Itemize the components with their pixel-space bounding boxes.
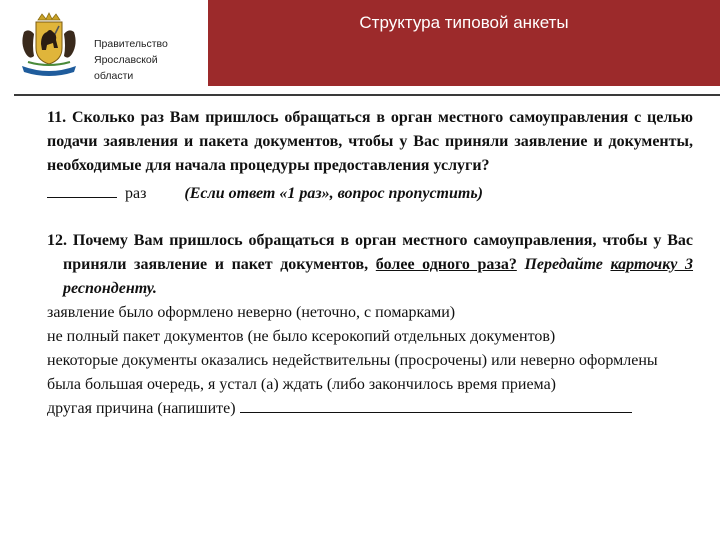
question-12-instruction-post: респонденту.	[63, 280, 157, 297]
question-12	[47, 229, 693, 301]
option-other-label: другая причина (напишите)	[47, 400, 236, 417]
organization-name	[94, 36, 204, 84]
org-line-3: области	[94, 70, 134, 82]
org-line-1: Правительство	[94, 38, 168, 50]
option-item: не полный пакет документов (не было ксерокопий отдельных документов)	[47, 328, 556, 345]
title-bar	[208, 0, 720, 86]
question-12-lead: 12. Почему Вам пришлось обращаться в орган местного самоуправления, чтобы у Вас приняли заявление и пакет документов,	[47, 232, 693, 273]
card-reference: карточку 3	[610, 256, 694, 273]
question-12-instruction-pre: Передайте	[524, 256, 603, 273]
answer-unit: раз	[125, 185, 147, 202]
answer-options	[47, 301, 693, 421]
header-divider	[14, 94, 720, 96]
question-11: 11. Сколько раз Вам пришлось обращаться в орган местного самоуправления с целью подачи заявления и пакета документов, чтобы у Вас приняли заявление и документы, необходимые для начала процедуры предоставления услуги?	[47, 109, 693, 174]
write-in-line	[240, 398, 632, 413]
org-line-2: Ярославской	[94, 54, 158, 66]
option-item: некоторые документы оказались недействительны (просрочены) или неверно оформлены	[47, 352, 658, 369]
slide-title: Структура типовой анкеты	[359, 13, 569, 32]
question-11-answer	[47, 182, 693, 206]
questionnaire-content	[47, 106, 693, 421]
option-item-other	[47, 397, 693, 421]
question-12-emphasis: более одного раза?	[375, 256, 517, 273]
answer-blank-line	[47, 183, 117, 198]
skip-instruction: (Если ответ «1 раз», вопрос пропустить)	[184, 185, 483, 202]
option-item: была большая очередь, я устал (а) ждать (либо закончилось время приема)	[47, 376, 556, 393]
option-item: заявление было оформлено неверно (неточно, с помарками)	[47, 304, 456, 321]
coat-of-arms-bear-icon	[14, 10, 84, 80]
